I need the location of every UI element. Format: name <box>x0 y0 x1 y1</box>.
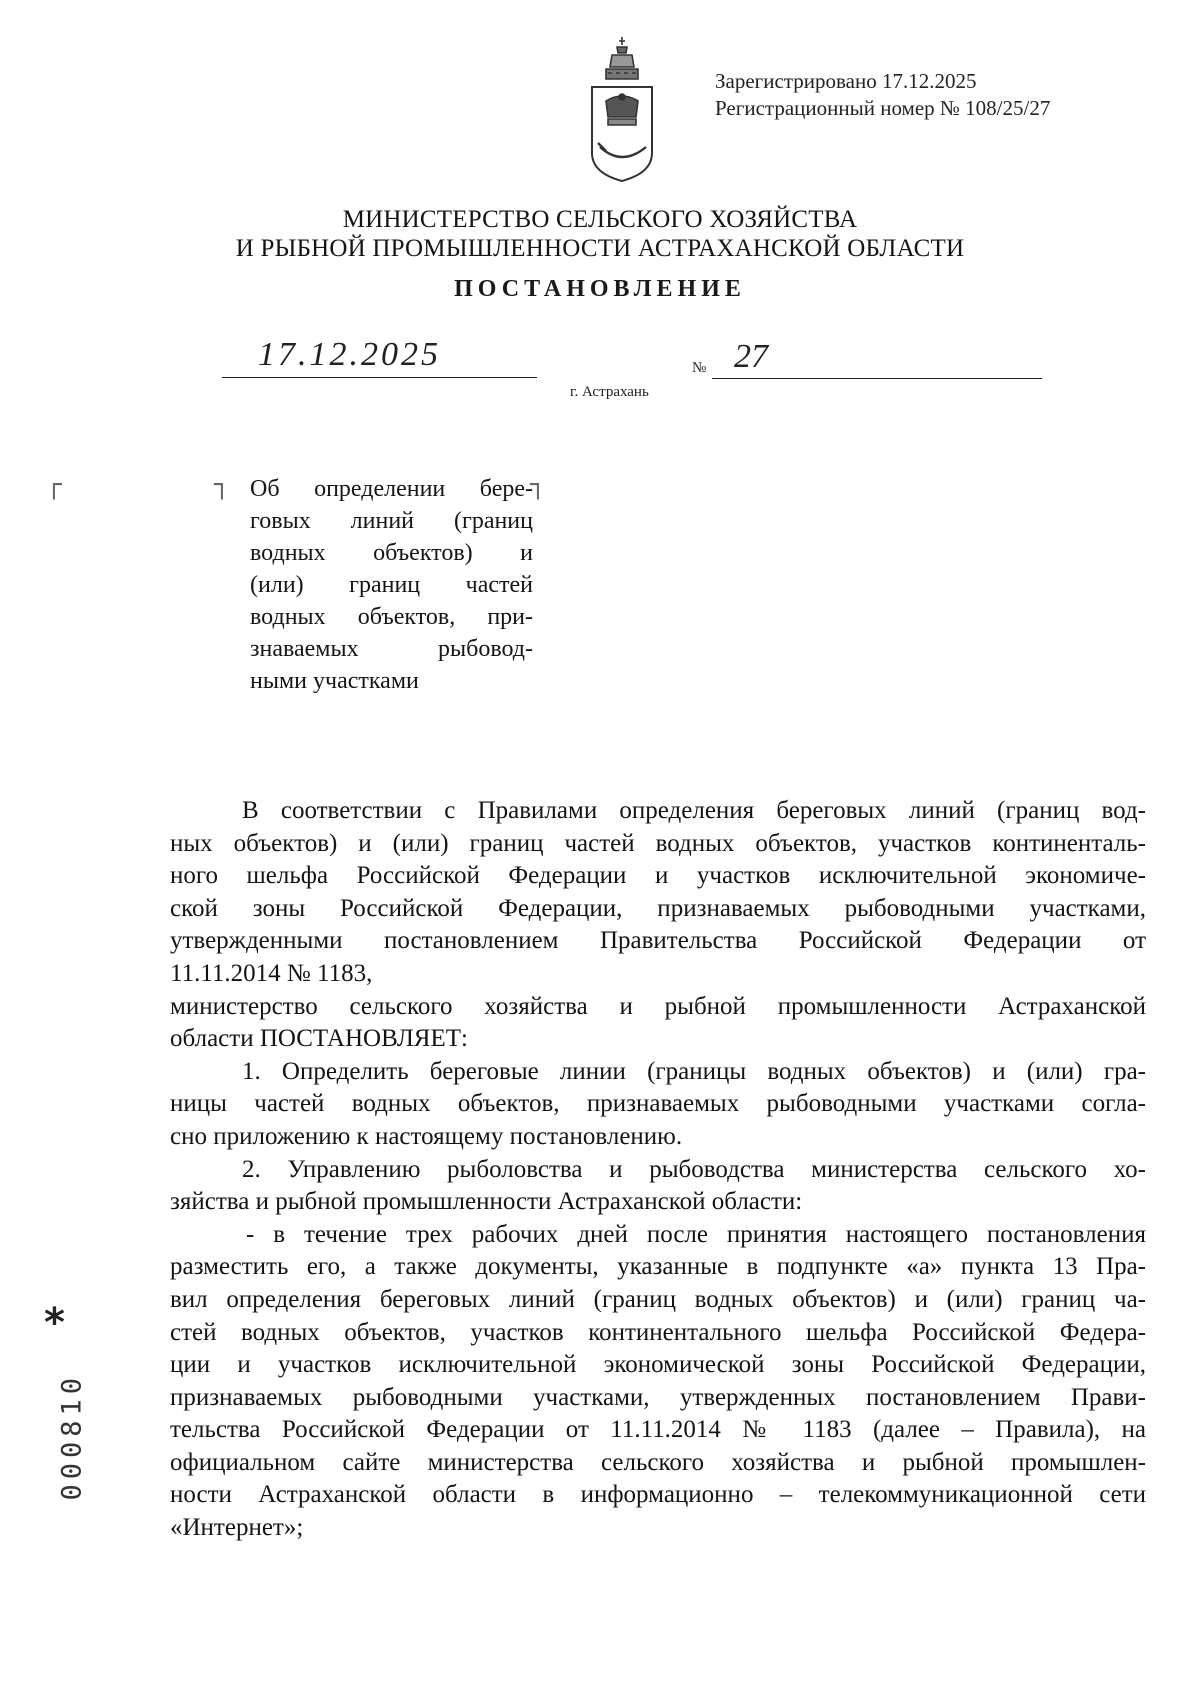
corner-mark-left: ┌ <box>46 470 62 500</box>
registration-stamp <box>715 68 1050 122</box>
registration-number: Регистрационный номер № 108/25/27 <box>715 96 1051 120</box>
registration-date: Зарегистрировано 17.12.2025 <box>715 69 977 93</box>
body-line: официальном сайте министерства сельского хозяйства и рыбной промышлен- <box>170 1448 1146 1476</box>
body-line: ской зоны Российской Федерации, признаваемых рыбоводными участками, <box>170 894 1146 922</box>
side-stamp-serial: 000810 <box>56 1372 88 1501</box>
subject-line: водных объектов, при- <box>250 604 533 630</box>
body-line: стей водных объектов, участков континентального шельфа Российской Федера- <box>170 1318 1146 1346</box>
body-line: ности Астраханской области в информационно – телекоммуникационной сети <box>170 1481 1146 1509</box>
document-number: 27 <box>734 338 768 375</box>
number-sign: № <box>692 360 707 376</box>
body-line: утвержденными постановлением Правительства Российской Федерации от <box>170 927 1146 955</box>
body-line: тельства Российской Федерации от 11.11.2014 № 1183 (далее – Правила), на <box>170 1416 1146 1444</box>
document-city: г. Астрахань <box>570 384 649 400</box>
body-line: министерство сельского хозяйства и рыбной промышленности Астраханской <box>170 992 1146 1020</box>
body-line: «Интернет»; <box>170 1514 304 1542</box>
body-line: разместить его, а также документы, указанные в подпункте «а» пункта 13 Пра- <box>170 1253 1146 1281</box>
document-body <box>170 795 1146 1545</box>
body-line: - в течение трех рабочих дней после принятия настоящего постановления <box>246 1220 1146 1248</box>
body-line: области ПОСТАНОВЛЯЕТ: <box>170 1025 468 1053</box>
subject-line: Об определении бере- <box>250 476 533 502</box>
body-line: ного шельфа Российской Федерации и участков исключительной экономиче- <box>170 862 1146 890</box>
side-stamp-asterisk: * <box>44 1300 65 1346</box>
body-line: зяйства и рыбной промышленности Астраханской области: <box>170 1188 803 1216</box>
number-underline <box>712 378 1042 379</box>
body-line: признаваемых рыбоводными участками, утвержденных постановлением Прави- <box>170 1383 1146 1411</box>
date-underline <box>222 377 537 378</box>
subject-line: говых линий (границ <box>250 508 533 534</box>
subject-line: водных объектов) и <box>250 540 533 566</box>
body-line: 1. Определить береговые линии (границы водных объектов) и (или) гра- <box>242 1057 1146 1085</box>
body-line: сно приложению к настоящему постановлению. <box>170 1122 683 1150</box>
ministry-title-line-2: И РЫБНОЙ ПРОМЫШЛЕННОСТИ АСТРАХАНСКОЙ ОБЛАСТИ <box>235 235 965 262</box>
document-subject <box>250 473 533 697</box>
ministry-title-line-1: МИНИСТЕРСТВО СЕЛЬСКОГО ХОЗЯЙСТВА <box>342 206 858 233</box>
subject-line: знаваемых рыбовод- <box>250 636 533 662</box>
subject-line: (или) границ частей <box>250 572 533 598</box>
body-line: ницы частей водных объектов, признаваемых рыбоводными участками согла- <box>170 1090 1146 1118</box>
body-line: В соответствии с Правилами определения береговых линий (границ вод- <box>242 797 1146 824</box>
corner-mark-right: ┐ <box>214 470 230 500</box>
body-line: 2. Управлению рыболовства и рыбоводства министерства сельского хо- <box>242 1155 1146 1183</box>
body-line: вил определения береговых линий (границ водных объектов) и (или) границ ча- <box>170 1285 1146 1313</box>
document-date: 17.12.2025 <box>258 336 441 373</box>
body-line: 11.11.2014 № 1183, <box>170 959 373 987</box>
ministry-title <box>0 205 1200 263</box>
subject-line: ными участками <box>250 668 419 694</box>
body-line: ции и участков исключительной экономической зоны Российской Федерации, <box>170 1351 1146 1379</box>
corner-mark-subject: ┐ <box>530 470 546 500</box>
body-line: ных объектов) и (или) границ частей водных объектов, участков континенталь- <box>170 829 1146 857</box>
astrakhan-coat-of-arms-icon <box>586 35 658 185</box>
document-type: ПОСТАНОВЛЕНИЕ <box>454 276 746 302</box>
